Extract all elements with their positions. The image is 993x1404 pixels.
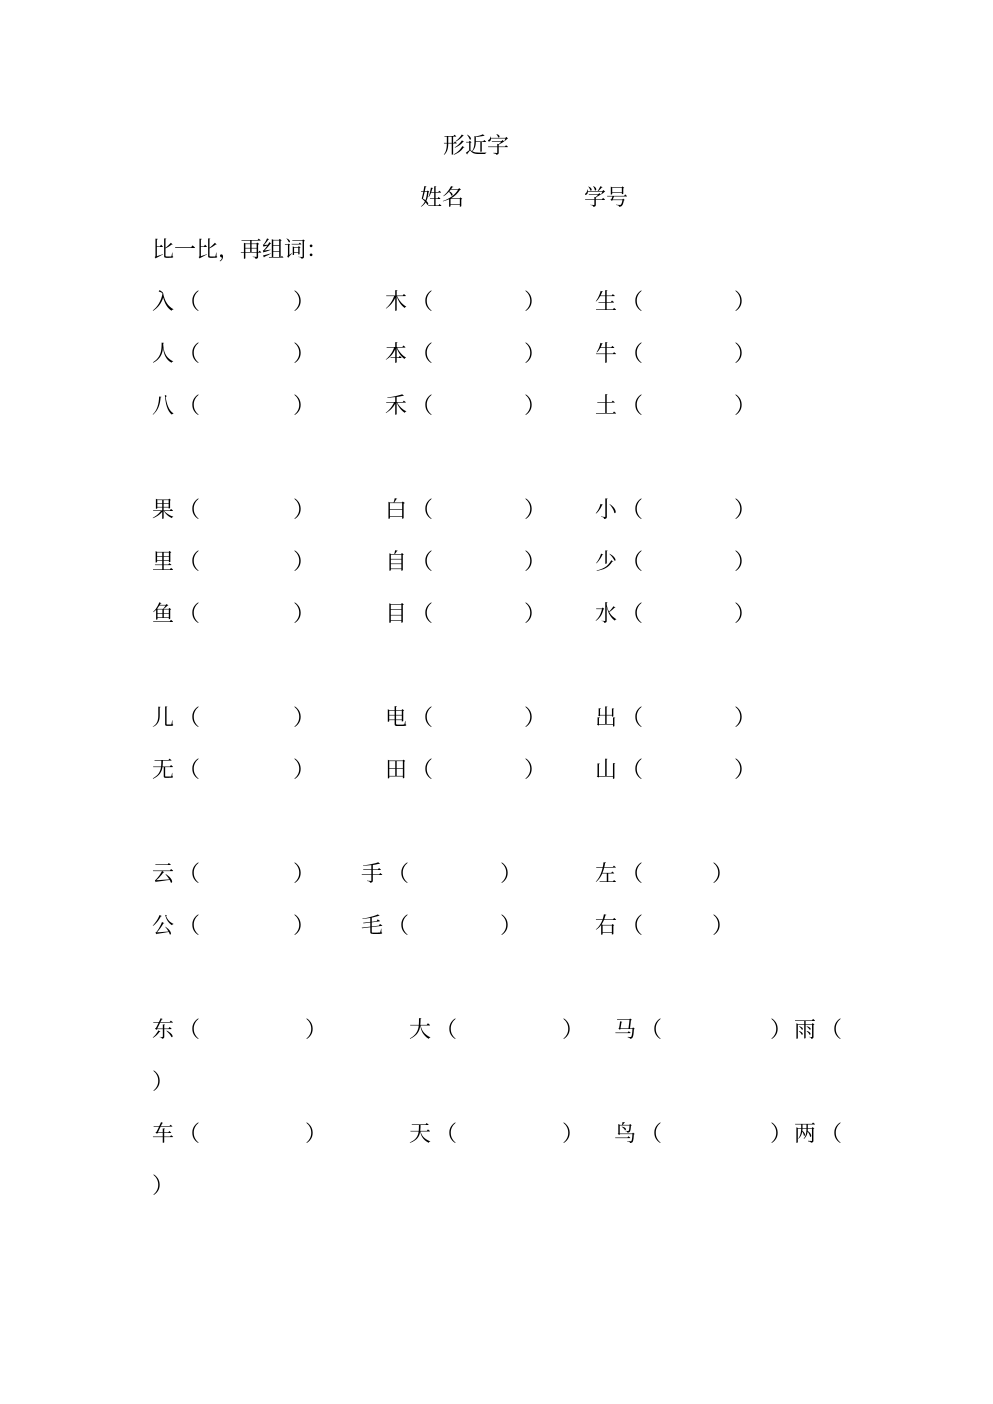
character-label: 目 — [385, 602, 408, 627]
close-paren: ） — [524, 706, 547, 731]
character-label: 水 — [595, 602, 618, 627]
character-label: 田 — [385, 758, 408, 783]
close-paren: ） — [524, 394, 547, 419]
close-paren: ） — [293, 550, 316, 575]
close-paren: ） — [293, 758, 316, 783]
open-paren: （ — [411, 394, 434, 419]
character — [595, 550, 643, 576]
open-paren: （ — [621, 550, 644, 575]
answer-blank[interactable] — [459, 1018, 556, 1044]
character-label: 山 — [595, 758, 618, 783]
answer-blank[interactable] — [435, 758, 518, 784]
character-label: 少 — [595, 550, 618, 575]
close-paren: ） — [734, 394, 757, 419]
character — [385, 602, 433, 628]
open-paren: （ — [411, 550, 434, 575]
character — [361, 914, 409, 940]
character-label: 无 — [152, 758, 175, 783]
open-paren: （ — [621, 290, 644, 315]
open-paren: （ — [621, 394, 644, 419]
answer-blank[interactable] — [435, 706, 518, 732]
character-label: 电 — [385, 706, 408, 731]
character — [152, 550, 200, 576]
open-paren: （ — [621, 342, 644, 367]
answer-blank[interactable] — [202, 290, 287, 316]
close-paren: ） — [734, 758, 757, 783]
open-paren: （ — [621, 498, 644, 523]
character — [152, 758, 200, 784]
character — [152, 862, 200, 888]
answer-blank[interactable] — [645, 706, 728, 732]
character — [152, 1018, 200, 1044]
character — [614, 1018, 662, 1044]
close-paren: ） — [293, 602, 316, 627]
close-paren: ） — [305, 1018, 328, 1043]
character-label: 马 — [614, 1018, 637, 1043]
answer-blank[interactable] — [435, 602, 518, 628]
answer-blank[interactable] — [202, 394, 287, 420]
answer-blank[interactable] — [435, 342, 518, 368]
instruction: 比一比，再组词： — [152, 238, 329, 263]
character — [595, 342, 643, 368]
character — [385, 758, 433, 784]
character-label: 出 — [595, 706, 618, 731]
answer-blank[interactable] — [202, 342, 287, 368]
close-paren: ） — [712, 914, 735, 939]
character — [385, 706, 433, 732]
character — [152, 706, 200, 732]
close-paren: ） — [524, 290, 547, 315]
answer-blank[interactable] — [435, 290, 518, 316]
close-paren: ） — [734, 550, 757, 575]
open-paren: （ — [178, 914, 201, 939]
character — [385, 550, 433, 576]
answer-blank[interactable] — [664, 1122, 764, 1148]
close-paren: ） — [524, 550, 547, 575]
character-label: 木 — [385, 290, 408, 315]
character — [361, 862, 409, 888]
close-paren: ） — [734, 290, 757, 315]
character — [152, 290, 200, 316]
student-id-label: 学号 — [584, 186, 629, 211]
open-paren: （ — [621, 914, 644, 939]
name-label: 姓名 — [420, 186, 465, 211]
answer-blank[interactable] — [435, 550, 518, 576]
character — [595, 290, 643, 316]
open-paren: （ — [178, 394, 201, 419]
answer-blank[interactable] — [645, 862, 706, 888]
character-label: 鸟 — [614, 1122, 637, 1147]
character — [152, 1122, 200, 1148]
character-label: 本 — [385, 342, 408, 367]
character — [595, 862, 643, 888]
close-paren: ） — [770, 1122, 793, 1147]
open-paren: （ — [387, 914, 410, 939]
close-paren: ） — [152, 1174, 175, 1199]
character — [409, 1122, 457, 1148]
close-paren: ） — [500, 914, 523, 939]
open-paren: （ — [820, 1122, 843, 1147]
answer-blank[interactable] — [411, 914, 494, 940]
close-paren: ） — [524, 342, 547, 367]
character-label: 人 — [152, 342, 175, 367]
close-paren: ） — [562, 1122, 585, 1147]
character-label: 两 — [794, 1122, 817, 1147]
character — [595, 498, 643, 524]
character — [385, 394, 433, 420]
character-label: 车 — [152, 1122, 175, 1147]
answer-blank[interactable] — [645, 914, 706, 940]
character-label: 雨 — [794, 1018, 817, 1043]
answer-blank[interactable] — [844, 1122, 864, 1148]
answer-blank[interactable] — [645, 758, 728, 784]
answer-blank[interactable] — [202, 602, 287, 628]
character — [794, 1018, 842, 1044]
character-label: 白 — [385, 498, 408, 523]
character-label: 天 — [409, 1122, 432, 1147]
character — [385, 290, 433, 316]
character — [152, 914, 200, 940]
character — [152, 394, 200, 420]
answer-blank[interactable] — [459, 1122, 556, 1148]
character — [385, 498, 433, 524]
character-label: 公 — [152, 914, 175, 939]
close-paren: ） — [293, 862, 316, 887]
answer-blank[interactable] — [202, 1122, 299, 1148]
character-label: 入 — [152, 290, 175, 315]
character-label: 儿 — [152, 706, 175, 731]
close-paren: ） — [734, 602, 757, 627]
answer-blank[interactable] — [411, 862, 494, 888]
open-paren: （ — [178, 1018, 201, 1043]
open-paren: （ — [178, 498, 201, 523]
character-label: 鱼 — [152, 602, 175, 627]
open-paren: （ — [387, 862, 410, 887]
character-label: 大 — [409, 1018, 432, 1043]
character — [385, 342, 433, 368]
close-paren: ） — [293, 342, 316, 367]
character — [595, 758, 643, 784]
close-paren: ） — [293, 290, 316, 315]
character — [614, 1122, 662, 1148]
character — [794, 1122, 842, 1148]
answer-blank[interactable] — [202, 914, 287, 940]
character — [152, 602, 200, 628]
answer-blank[interactable] — [435, 498, 518, 524]
answer-blank[interactable] — [645, 394, 728, 420]
answer-blank[interactable] — [202, 758, 287, 784]
open-paren: （ — [621, 602, 644, 627]
open-paren: （ — [435, 1018, 458, 1043]
character — [595, 706, 643, 732]
character — [595, 602, 643, 628]
open-paren: （ — [411, 758, 434, 783]
answer-blank[interactable] — [202, 1018, 299, 1044]
character-label: 土 — [595, 394, 618, 419]
open-paren: （ — [621, 862, 644, 887]
close-paren: ） — [152, 1070, 175, 1095]
character-label: 云 — [152, 862, 175, 887]
answer-blank[interactable] — [435, 394, 518, 420]
open-paren: （ — [178, 1122, 201, 1147]
open-paren: （ — [820, 1018, 843, 1043]
character-label: 自 — [385, 550, 408, 575]
close-paren: ） — [293, 498, 316, 523]
character-label: 禾 — [385, 394, 408, 419]
close-paren: ） — [562, 1018, 585, 1043]
character-label: 手 — [361, 862, 384, 887]
open-paren: （ — [178, 706, 201, 731]
open-paren: （ — [411, 706, 434, 731]
character — [409, 1018, 457, 1044]
answer-blank[interactable] — [844, 1018, 864, 1044]
answer-blank[interactable] — [645, 602, 728, 628]
open-paren: （ — [178, 342, 201, 367]
open-paren: （ — [178, 290, 201, 315]
close-paren: ） — [524, 602, 547, 627]
character-label: 生 — [595, 290, 618, 315]
character-label: 果 — [152, 498, 175, 523]
answer-blank[interactable] — [645, 498, 728, 524]
close-paren: ） — [712, 862, 735, 887]
answer-blank[interactable] — [664, 1018, 764, 1044]
close-paren: ） — [293, 394, 316, 419]
character — [152, 342, 200, 368]
character-label: 小 — [595, 498, 618, 523]
close-paren: ） — [293, 914, 316, 939]
character-label: 八 — [152, 394, 175, 419]
answer-blank[interactable] — [645, 342, 728, 368]
open-paren: （ — [640, 1122, 663, 1147]
answer-blank[interactable] — [202, 550, 287, 576]
open-paren: （ — [411, 602, 434, 627]
open-paren: （ — [178, 550, 201, 575]
character — [595, 914, 643, 940]
open-paren: （ — [411, 342, 434, 367]
worksheet-title: 形近字 — [443, 134, 510, 159]
open-paren: （ — [411, 290, 434, 315]
open-paren: （ — [178, 758, 201, 783]
open-paren: （ — [411, 498, 434, 523]
answer-blank[interactable] — [645, 290, 728, 316]
close-paren: ） — [734, 706, 757, 731]
close-paren: ） — [770, 1018, 793, 1043]
answer-blank[interactable] — [645, 550, 728, 576]
close-paren: ） — [734, 342, 757, 367]
close-paren: ） — [734, 498, 757, 523]
close-paren: ） — [305, 1122, 328, 1147]
character — [152, 498, 200, 524]
answer-blank[interactable] — [202, 498, 287, 524]
close-paren: ） — [524, 498, 547, 523]
answer-blank[interactable] — [202, 862, 287, 888]
open-paren: （ — [178, 862, 201, 887]
open-paren: （ — [435, 1122, 458, 1147]
open-paren: （ — [178, 602, 201, 627]
answer-blank[interactable] — [202, 706, 287, 732]
open-paren: （ — [621, 758, 644, 783]
character-label: 牛 — [595, 342, 618, 367]
open-paren: （ — [640, 1018, 663, 1043]
character — [595, 394, 643, 420]
character-label: 东 — [152, 1018, 175, 1043]
character-label: 里 — [152, 550, 175, 575]
character-label: 左 — [595, 862, 618, 887]
close-paren: ） — [293, 706, 316, 731]
close-paren: ） — [500, 862, 523, 887]
character-label: 毛 — [361, 914, 384, 939]
close-paren: ） — [524, 758, 547, 783]
open-paren: （ — [621, 706, 644, 731]
character-label: 右 — [595, 914, 618, 939]
